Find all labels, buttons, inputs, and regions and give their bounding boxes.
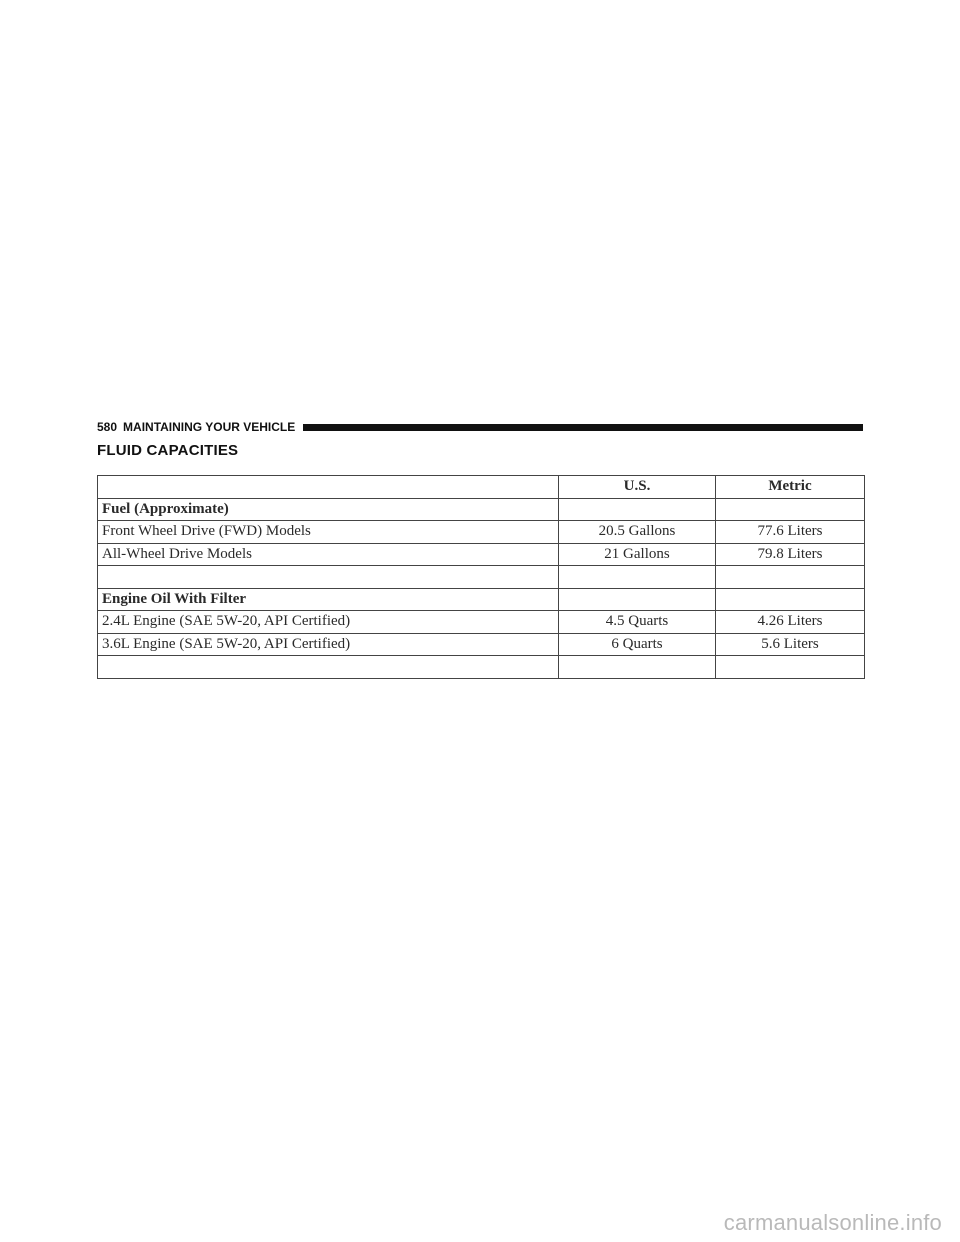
metric-value (716, 588, 865, 611)
metric-value (716, 566, 865, 589)
table-row (98, 543, 865, 566)
section-name: MAINTAINING YOUR VEHICLE (123, 420, 296, 434)
metric-value: 77.6 Liters (716, 521, 865, 544)
us-value: 21 Gallons (559, 543, 716, 566)
row-label: 2.4L Engine (SAE 5W-20, API Certified) (98, 611, 559, 634)
header-rule (303, 424, 863, 431)
metric-value (716, 498, 865, 521)
column-header-metric: Metric (716, 476, 865, 499)
column-header-us: U.S. (559, 476, 716, 499)
row-label (98, 656, 559, 679)
page-title: FLUID CAPACITIES (97, 442, 239, 459)
us-value: 6 Quarts (559, 633, 716, 656)
table-row (98, 633, 865, 656)
row-label: 3.6L Engine (SAE 5W-20, API Certified) (98, 633, 559, 656)
table-row (98, 566, 865, 589)
us-value: 4.5 Quarts (559, 611, 716, 634)
running-header (97, 419, 863, 435)
table-row (98, 521, 865, 544)
watermark: carmanualsonline.info (723, 1210, 942, 1235)
us-value (559, 566, 716, 589)
table-row (98, 588, 865, 611)
us-value (559, 588, 716, 611)
metric-value: 5.6 Liters (716, 633, 865, 656)
row-label: All-Wheel Drive Models (98, 543, 559, 566)
row-label (98, 566, 559, 589)
column-header-item (98, 476, 559, 499)
metric-value: 79.8 Liters (716, 543, 865, 566)
page-number: 580 (97, 420, 118, 434)
us-value (559, 498, 716, 521)
metric-value: 4.26 Liters (716, 611, 865, 634)
us-value (559, 656, 716, 679)
table-row (98, 656, 865, 679)
row-label: Engine Oil With Filter (98, 588, 559, 611)
table-header-row (98, 476, 865, 499)
us-value: 20.5 Gallons (559, 521, 716, 544)
table-row (98, 498, 865, 521)
table-row (98, 611, 865, 634)
fluid-capacities-table (97, 475, 865, 679)
row-label: Fuel (Approximate) (98, 498, 559, 521)
metric-value (716, 656, 865, 679)
row-label: Front Wheel Drive (FWD) Models (98, 521, 559, 544)
